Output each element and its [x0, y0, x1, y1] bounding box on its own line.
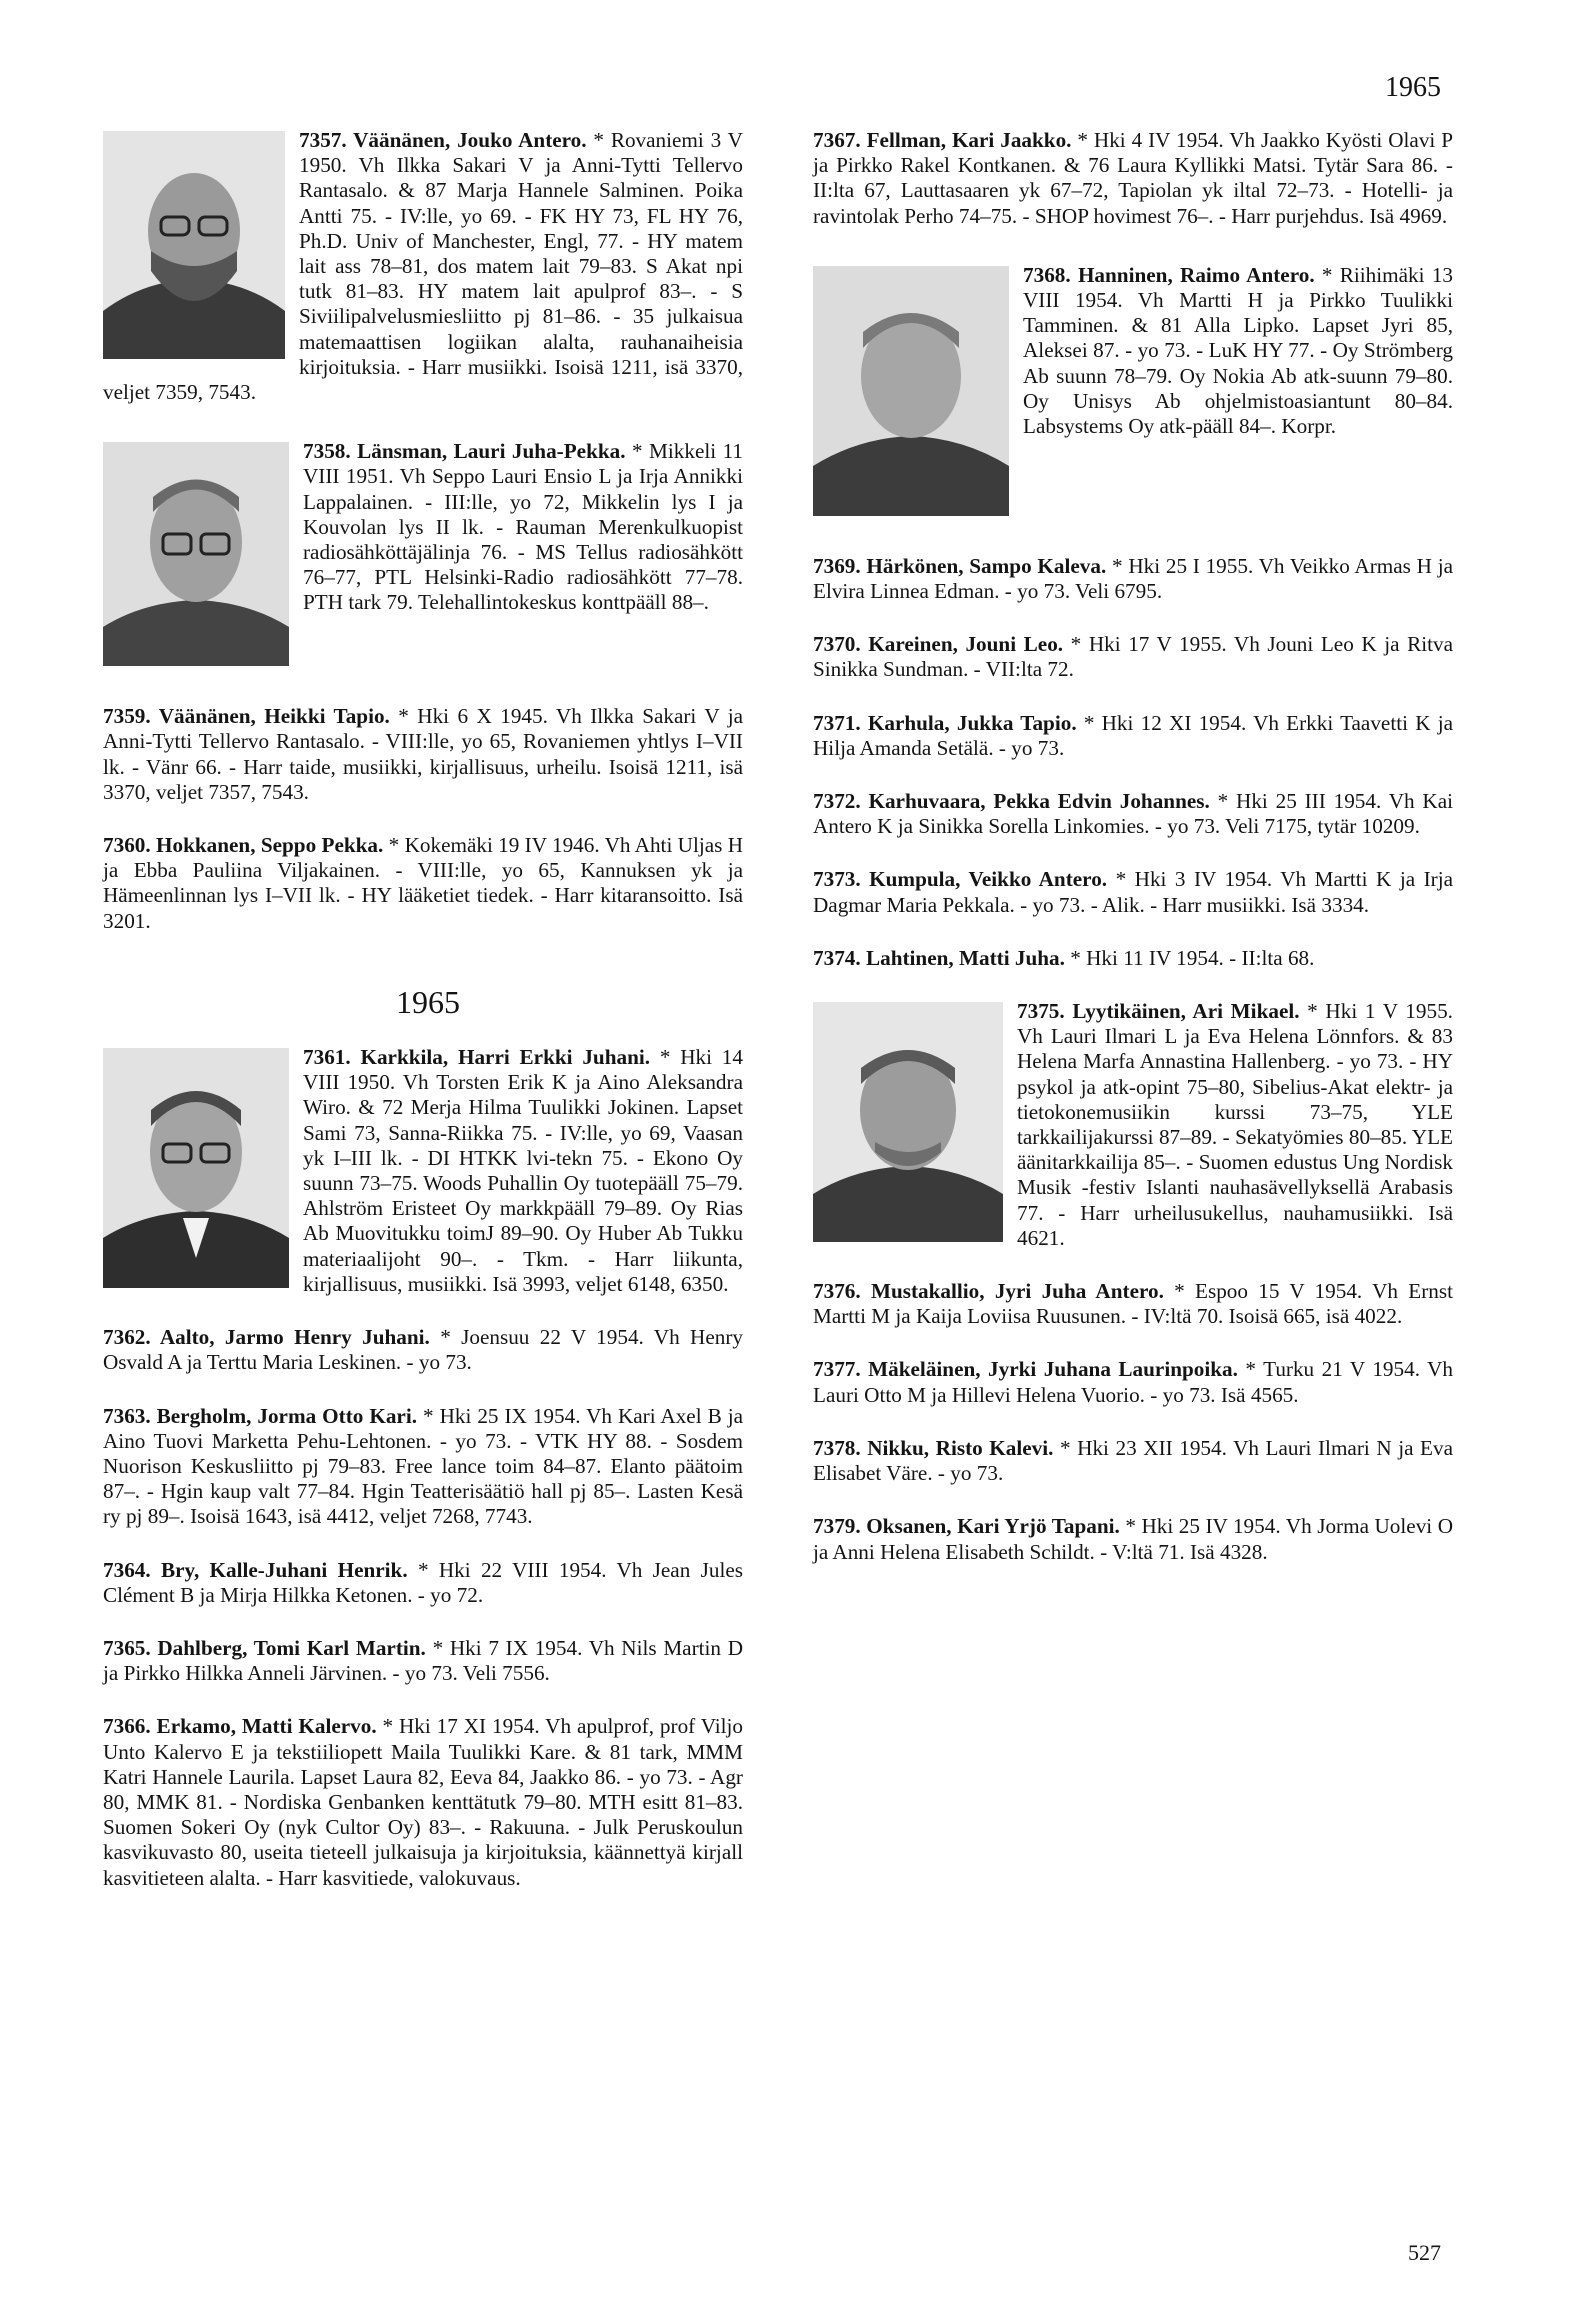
entry-heading: 7368. Hanninen, Raimo Antero.: [1023, 262, 1315, 287]
entry-text: * Rovaniemi 3 V 1950. Vh Ilkka Sakari V ja Anni-Tytti Tellervo Rantasalo. & 87 Marja Hannele Salminen. Poika Antti 75. - IV:lle, yo 69. - FK HY 73, FL HY 76, Ph.D. Univ of Manchester, Engl, 77. - HY matem lait ass 78–81, dos matem lait 79–83. S Akat npi tutk 81–83. HY matem lait apulprof 83–. - S Siviilipalvelusmiesliitto pj 81–86. - 35 julkaisua matemaattisen logiikan alalta, rauhanaiheisia kirjoituksia. - Harr musiikki. Isoisä 1211, isä 3370, veljet 7359, 7543.: [103, 128, 743, 405]
entry-text: * Joensuu 22 V 1954. Vh Henry Osvald A ja Terttu Maria Leskinen. - yo 73.: [103, 1325, 743, 1375]
right-column: [813, 128, 1453, 1565]
entry-text: * Hki 14 VIII 1950. Vh Torsten Erik K ja Aino Aleksandra Wiro. & 72 Merja Hilma Tuulikki Jokinen. Lapset Sami 73, Sanna-Riikka 75. - IV:lle, yo 69, Vaasan yk I–III lk. - DI HTKK lvi-tekn 75. - Ekono Oy suunn 73–75. Woods Puhallin Oy tuotepääll 75–79. Ahlström Eristeet Oy markkpääll 79–89. Oy Rias Ab Muovitukku toimJ 89–90. Oy Huber Ab Tukku materiaalijoht 90–. - Tkm. - Harr liikunta, kirjallisuus, musiikki. Isä 3993, veljet 6148, 6350.: [303, 1045, 743, 1296]
entry-heading: 7363. Bergholm, Jorma Otto Kari.: [103, 1403, 418, 1428]
entry-text: * Hki 25 IX 1954. Vh Kari Axel B ja Aino Tuovi Marketta Pehu-Lehtonen. - yo 73. - VTK HY 88. - Sosdem Nuorison Keskusliitto pj 79–83. Free lance toim 84–87. Elanto päätoim 87–. - Hgin kaup valt 77–84. Hgin Teatterisäätiö hall pj 85–. Lasten Kesä ry pj 89–. Isoisä 1643, isä 4412, veljet 7268, 7743.: [103, 1403, 743, 1529]
entry-7359: [103, 704, 743, 805]
entry-7368: [813, 263, 1453, 439]
portrait-photo-icon: [813, 1002, 1003, 1242]
entry-heading: 7379. Oksanen, Kari Yrjö Tapani.: [813, 1514, 1120, 1539]
page-year-header: 1965: [1385, 72, 1441, 103]
entry-7363: [103, 1404, 743, 1530]
entry-7375: [813, 999, 1453, 1251]
entry-text: * Riihimäki 13 VIII 1954. Vh Martti H ja Pirkko Tuulikki Tamminen. & 81 Alla Lipko. Lapset Jyri 85, Aleksei 87. - yo 73. - LuK HY 77. - Oy Strömberg Ab suunn 78–79. Oy Nokia Ab atk-suunn 79–80. Oy Unisys Ab ohjelmistoasiantunt 80–84. Labsystems Oy atk-pääll 84–. Korpr.: [1023, 262, 1453, 439]
entry-7373: [813, 867, 1453, 917]
entry-heading: 7361. Karkkila, Harri Erkki Juhani.: [303, 1045, 651, 1070]
entry-heading: 7366. Erkamo, Matti Kalervo.: [103, 1714, 377, 1739]
page-number: 527: [1408, 2240, 1441, 2265]
entry-text: * Espoo 15 V 1954. Vh Ernst Martti M ja Kaija Loviisa Ruusunen. - IV:ltä 70. Isoisä 665, isä 4022.: [813, 1279, 1453, 1329]
left-column: [103, 128, 743, 1891]
entry-text: * Hki 25 I 1955. Vh Veikko Armas H ja Elvira Linnea Edman. - yo 73. Veli 6795.: [813, 553, 1453, 604]
entry-heading: 7365. Dahlberg, Tomi Karl Martin.: [103, 1635, 426, 1660]
entry-heading: 7359. Väänänen, Heikki Tapio.: [103, 704, 390, 729]
entry-text: * Hki 4 IV 1954. Vh Jaakko Kyösti Olavi P ja Pirkko Rakel Kontkanen. & 76 Laura Kyllikki Matsi. Tytär Sara 86. - II:lta 67, Lauttasaaren yk 67–72, Tapiolan yk iltal 72–73. - Hotelli- ja ravintolak Perho 74–75. - SHOP hovimest 76–. - Harr purjehdus. Isä 4969.: [813, 128, 1454, 228]
entry-7370: [813, 632, 1453, 682]
entry-text: * Kokemäki 19 IV 1946. Vh Ahti Uljas H ja Ebba Pauliina Viljakainen. - VIII:lle, yo 65, Kannuksen yk ja Hämeenlinnan lys I–VII lk. - HY lääketiet tiedek. - Harr kitaransoitto. Isä 3201.: [103, 833, 744, 933]
entry-7362: [103, 1325, 743, 1375]
entry-text: * Hki 17 V 1955. Vh Jouni Leo K ja Ritva Sinikka Sundman. - VII:lta 72.: [813, 632, 1453, 682]
portrait-photo-7357: [103, 131, 285, 359]
portrait-photo-icon: [813, 266, 1009, 516]
portrait-photo-7358: [103, 442, 289, 666]
entry-text: * Mikkeli 11 VIII 1951. Vh Seppo Lauri Ensio L ja Irja Annikki Lappalainen. - III:lle, yo 72, Mikkelin lys I ja Kouvolan lys II lk. - Rauman Merenkulkuopist radiosähköttäjälinja 76. - MS Tellus radiosähkött 76–77, PTL Helsinki-Radio radiosähkött 77–78. PTH tark 79. Telehallintokeskus konttpääll 88–.: [303, 439, 743, 615]
entry-7378: [813, 1436, 1453, 1486]
portrait-photo-7368: [813, 266, 1009, 516]
portrait-photo-icon: [103, 131, 285, 359]
section-year-heading: 1965: [396, 983, 460, 1020]
entry-heading: 7367. Fellman, Kari Jaakko.: [813, 128, 1072, 152]
entry-heading: 7370. Kareinen, Jouni Leo.: [813, 632, 1064, 657]
entry-heading: 7377. Mäkeläinen, Jyrki Juhana Laurinpoika.: [813, 1357, 1238, 1382]
entry-7367: [813, 128, 1453, 229]
entry-7377: [813, 1357, 1453, 1407]
entry-heading: 7378. Nikku, Risto Kalevi.: [813, 1435, 1054, 1460]
entry-7376: [813, 1279, 1453, 1329]
entry-heading: 7373. Kumpula, Veikko Antero.: [813, 867, 1108, 892]
entry-text: * Hki 17 XI 1954. Vh apulprof, prof Viljo Unto Kalervo E ja tekstiiliopett Maila Tuulikki Kare. & 81 tark, MMM Katri Hannele Laurila. Lapset Laura 82, Eeva 84, Jaakko 86. - yo 73. - Agr 80, MMK 81. - Nordiska Genbanken kenttätutk 79–80. MTH esitt 81–83. Suomen Sokeri Oy (nyk Cultor Oy) 83–. - Rakuuna. - Julk Peruskoulun kasvikuvasto 80, useita tieteell julkaisuja ja kirjoituksia, käännettyä kirjall kasvitieteen alalta. - Harr kasvitiede, valokuvaus.: [103, 1714, 744, 1890]
entry-heading: 7358. Länsman, Lauri Juha-Pekka.: [303, 439, 626, 464]
entry-7357: [103, 128, 743, 405]
entry-7372: [813, 789, 1453, 839]
entry-heading: 7357. Väänänen, Jouko Antero.: [299, 128, 587, 152]
entry-text: * Hki 6 X 1945. Vh Ilkka Sakari V ja Anni-Tytti Tellervo Rantasalo. - VIII:lle, yo 65, Rovaniemen yhtlys I–VII lk. - Vänr 66. - Harr taide, musiikki, kirjallisuus, urheilu. Isoisä 1211, isä 3370, veljet 7357, 7543.: [103, 704, 743, 804]
portrait-photo-7361: [103, 1048, 289, 1288]
entry-7369: [813, 554, 1453, 604]
portrait-photo-icon: [103, 442, 289, 666]
entry-text: * Hki 25 IV 1954. Vh Jorma Uolevi O ja Anni Helena Elisabeth Schildt. - V:ltä 71. Isä 4328.: [813, 1514, 1453, 1564]
entry-heading: 7371. Karhula, Jukka Tapio.: [813, 710, 1077, 735]
entry-heading: 7374. Lahtinen, Matti Juha.: [813, 945, 1065, 970]
entry-heading: 7375. Lyytikäinen, Ari Mikael.: [1017, 999, 1300, 1024]
entry-text: * Hki 12 XI 1954. Vh Erkki Taavetti K ja Hilja Amanda Setälä. - yo 73.: [813, 710, 1454, 760]
entry-heading: 7362. Aalto, Jarmo Henry Juhani.: [103, 1325, 430, 1350]
entry-text: * Turku 21 V 1954. Vh Lauri Otto M ja Hillevi Helena Vuorio. - yo 73. Isä 4565.: [813, 1357, 1453, 1407]
entry-text: * Hki 1 V 1955. Vh Lauri Ilmari L ja Eva Helena Lönnfors. & 83 Helena Marfa Annastina Hallenberg. - yo 73. - HY psykol ja atk-opint 75–80, Sibelius-Akat elektr- ja tietokonemusiikin kurssi 73–75, YLE tarkkailijakurssi 87–89. - Sekatyömies 80–85. YLE äänitarkkailija 85–. - Suomen edustus Ung Nordisk Musik -festiv Islanti nauhasävellyksellä Arabasis 77. - Harr urheilusukellus, nauhamusiikki. Isä 4621.: [1017, 999, 1453, 1250]
portrait-photo-7375: [813, 1002, 1003, 1242]
entry-7360: [103, 833, 743, 934]
entry-heading: 7376. Mustakallio, Jyri Juha Antero.: [813, 1279, 1164, 1304]
entry-7358: [103, 439, 743, 615]
entry-7379: [813, 1514, 1453, 1564]
entry-text: * Hki 25 III 1954. Vh Kai Antero K ja Sinikka Sorella Linkomies. - yo 73. Veli 7175, tytär 10209.: [813, 789, 1453, 839]
entry-7366: [103, 1714, 743, 1890]
entry-text: * Hki 22 VIII 1954. Vh Jean Jules Clément B ja Mirja Hilkka Ketonen. - yo 72.: [103, 1557, 743, 1607]
entry-text: * Hki 23 XII 1954. Vh Lauri Ilmari N ja Eva Elisabet Väre. - yo 73.: [813, 1435, 1454, 1486]
entry-text: * Hki 11 IV 1954. - II:lta 68.: [1064, 945, 1315, 970]
entry-7361: [103, 1045, 743, 1297]
entry-heading: 7369. Härkönen, Sampo Kaleva.: [813, 553, 1107, 578]
entry-text: * Hki 7 IX 1954. Vh Nils Martin D ja Pirkko Hilkka Anneli Järvinen. - yo 73. Veli 7556.: [103, 1635, 743, 1686]
entry-heading: 7372. Karhuvaara, Pekka Edvin Johannes.: [813, 789, 1210, 814]
entry-7374: [813, 946, 1453, 971]
portrait-photo-icon: [103, 1048, 289, 1288]
entry-7365: [103, 1636, 743, 1686]
entry-7371: [813, 711, 1453, 761]
entry-7364: [103, 1558, 743, 1608]
entry-text: * Hki 3 IV 1954. Vh Martti K ja Irja Dagmar Maria Pekkala. - yo 73. - Alik. - Harr musiikki. Isä 3334.: [813, 867, 1454, 917]
entry-heading: 7360. Hokkanen, Seppo Pekka.: [103, 833, 384, 858]
entry-heading: 7364. Bry, Kalle-Juhani Henrik.: [103, 1557, 408, 1582]
